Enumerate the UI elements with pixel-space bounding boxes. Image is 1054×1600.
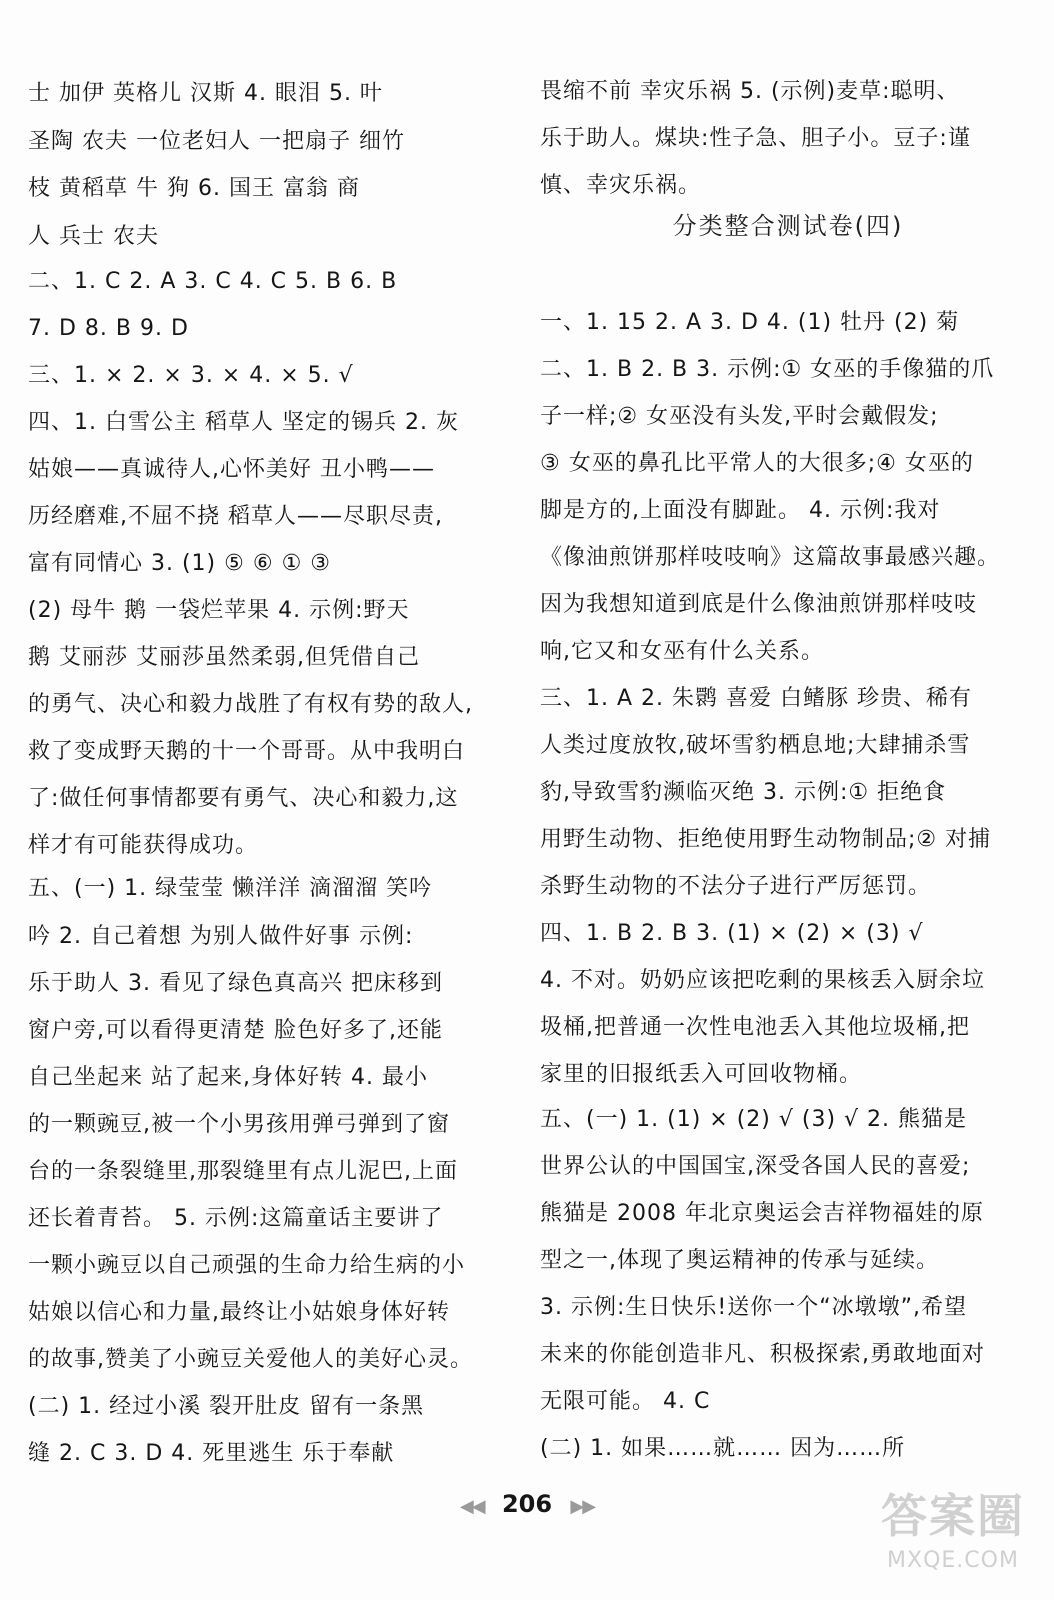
text-line: 豹,导致雪豹濒临灭绝 3. 示例:① 拒绝食 xyxy=(540,780,947,805)
text-line: 二、1. B 2. B 3. 示例:① 女巫的手像猫的爪 xyxy=(540,357,995,382)
page-number: 206 xyxy=(501,1490,553,1518)
text-line: 用野生动物、拒绝使用野生动物制品;② 对捕 xyxy=(540,827,992,852)
text-line: 还长着青苔。 5. 示例:这篇童话主要讲了 xyxy=(28,1206,444,1231)
text-line: 畏缩不前 幸灾乐祸 5. (示例)麦草:聪明、 xyxy=(540,79,960,104)
text-line: 乐于助人。煤块:性子急、胆子小。豆子:谨 xyxy=(540,126,971,151)
text-line: 世界公认的中国国宝,深受各国人民的喜爱; xyxy=(540,1154,971,1179)
watermark-text: 答案圈 xyxy=(881,1489,1025,1543)
watermark-logo xyxy=(866,1486,1040,1590)
text-line: ③ 女巫的鼻孔比平常人的大很多;④ 女巫的 xyxy=(540,451,974,476)
text-line: 熊猫是 2008 年北京奥运会吉祥物福娃的原 xyxy=(540,1201,984,1226)
text-line: 7. D 8. B 9. D xyxy=(28,316,189,341)
text-line: 枝 黄稻草 牛 狗 6. 国王 富翁 商 xyxy=(28,176,360,201)
text-line: 五、(一) 1. (1) × (2) √ (3) √ 2. 熊猫是 xyxy=(540,1107,968,1132)
text-line: 子一样;② 女巫没有头发,平时会戴假发; xyxy=(540,404,939,429)
text-line: 一、1. 15 2. A 3. D 4. (1) 牡丹 (2) 菊 xyxy=(540,310,960,335)
text-line: 样才有可能获得成功。 xyxy=(28,833,259,858)
text-line: 一颗小豌豆以自己顽强的生命力给生病的小 xyxy=(28,1253,466,1278)
text-line: 缝 2. C 3. D 4. 死里逃生 乐于奉献 xyxy=(28,1441,395,1466)
text-line: 了:做任何事情都要有勇气、决心和毅力,这 xyxy=(28,786,459,811)
text-line: 未来的你能创造非凡、积极探索,勇敢地面对 xyxy=(540,1342,985,1367)
text-line: (二) 1. 经过小溪 裂开肚皮 留有一条黑 xyxy=(28,1394,425,1419)
text-line: 家里的旧报纸丢入可回收物桶。 xyxy=(540,1062,863,1087)
text-line: 五、(一) 1. 绿莹莹 懒洋洋 滴溜溜 笑吟 xyxy=(28,876,433,901)
text-line: 鹅 艾丽莎 艾丽莎虽然柔弱,但凭借自己 xyxy=(28,645,420,670)
text-line: 因为我想知道到底是什么像油煎饼那样吱吱 xyxy=(540,592,978,617)
text-line: 三、1. × 2. × 3. × 4. × 5. √ xyxy=(28,363,354,388)
text-line: 3. 示例:生日快乐!送你一个“冰墩墩”,希望 xyxy=(540,1295,968,1320)
text-line: 三、1. A 2. 朱鹮 喜爱 白鳍豚 珍贵、稀有 xyxy=(540,686,972,711)
watermark-url: MXQE.COM xyxy=(887,1548,1019,1573)
next-arrows-icon: ▶▶ xyxy=(570,1496,595,1517)
text-line: 慎、幸灾乐祸。 xyxy=(540,173,702,198)
prev-arrows-icon: ◀◀ xyxy=(459,1496,484,1517)
text-line: 圾桶,把普通一次性电池丢入其他垃圾桶,把 xyxy=(540,1015,970,1040)
text-line: 吟 2. 自己着想 为别人做件好事 示例: xyxy=(28,924,414,949)
text-line: 富有同情心 3. (1) ⑤ ⑥ ① ③ xyxy=(28,551,332,576)
text-line: 人类过度放牧,破坏雪豹栖息地;大肆捕杀雪 xyxy=(540,733,971,758)
text-line: 自己坐起来 站了起来,身体好转 4. 最小 xyxy=(28,1065,428,1090)
text-line: 台的一条裂缝里,那裂缝里有点儿泥巴,上面 xyxy=(28,1159,458,1184)
text-line: 杀野生动物的不法分子进行严厉惩罚。 xyxy=(540,874,932,899)
text-line: 脚是方的,上面没有脚趾。 4. 示例:我对 xyxy=(540,498,941,523)
text-line: 姑娘以信心和力量,最终让小姑娘身体好转 xyxy=(28,1300,450,1325)
text-line: 四、1. 白雪公主 稻草人 坚定的锡兵 2. 灰 xyxy=(28,410,459,435)
text-line: 姑娘——真诚待人,心怀美好 丑小鸭—— xyxy=(28,457,435,482)
text-line: 圣陶 农夫 一位老妇人 一把扇子 细竹 xyxy=(28,129,405,154)
text-line: 型之一,体现了奥运精神的传承与延续。 xyxy=(540,1248,939,1273)
text-line: 的勇气、决心和毅力战胜了有权有势的敌人, xyxy=(28,692,473,717)
text-line: 二、1. C 2. A 3. C 4. C 5. B 6. B xyxy=(28,269,398,294)
text-line: 人 兵士 农夫 xyxy=(28,224,159,249)
text-line: 无限可能。 4. C xyxy=(540,1389,711,1414)
text-line: 响,它又和女巫有什么关系。 xyxy=(540,639,824,664)
text-line: (2) 母牛 鹅 一袋烂苹果 4. 示例:野天 xyxy=(28,598,410,623)
text-line: 4. 不对。奶奶应该把吃剩的果核丢入厨余垃 xyxy=(540,968,985,993)
text-line: (二) 1. 如果……就…… 因为……所 xyxy=(540,1436,906,1461)
text-line: 的一颗豌豆,被一个小男孩用弹弓弹到了窗 xyxy=(28,1112,450,1137)
text-line: 士 加伊 英格儿 汉斯 4. 眼泪 5. 叶 xyxy=(28,81,383,106)
text-line: 的故事,赞美了小豌豆关爱他人的美好心灵。 xyxy=(28,1347,473,1372)
text-line: 历经磨难,不屈不挠 稻草人——尽职尽责, xyxy=(28,504,443,529)
section-title: 分类整合测试卷(四) xyxy=(672,212,904,240)
text-line: 《像油煎饼那样吱吱响》这篇故事最感兴趣。 xyxy=(540,545,1001,570)
text-line: 乐于助人 3. 看见了绿色真高兴 把床移到 xyxy=(28,971,443,996)
text-line: 窗户旁,可以看得更清楚 脸色好多了,还能 xyxy=(28,1018,443,1043)
text-line: 救了变成野天鹅的十一个哥哥。从中我明白 xyxy=(28,739,466,764)
text-line: 四、1. B 2. B 3. (1) × (2) × (3) √ xyxy=(540,921,924,946)
